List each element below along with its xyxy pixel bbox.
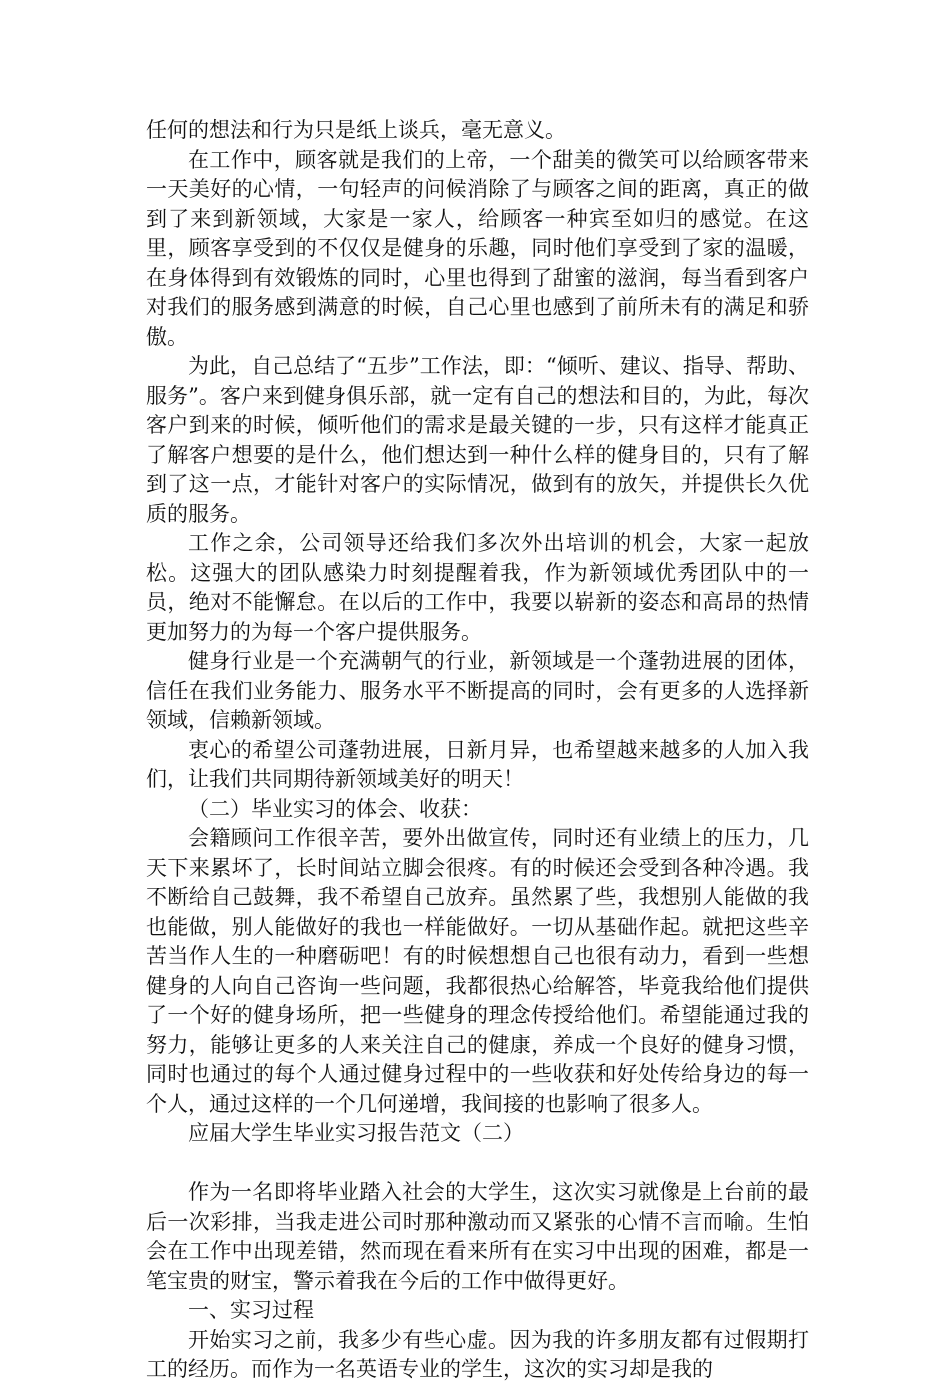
paragraph-training: 工作之余，公司领导还给我们多次外出培训的机会，大家一起放松。这强大的团队感染力时刻提醒着我，作为新领域优秀团队中的一员，绝对不能懈怠。在以后的工作中，我要以崭新的姿态和高昂的热情更加努力的为每一个客户提供服务。 [146, 531, 809, 644]
paragraph-customer-service: 在工作中，顾客就是我们的上帝，一个甜美的微笑可以给顾客带来一天美好的心情，一句轻声的问候消除了与顾客之间的距离，真正的做到了来到新领域，大家是一家人，给顾客一种宾至如归的感觉。在这里，顾客享受到的不仅仅是健身的乐趣，同时他们享受到了家的温暖，在身体得到有效锻炼的同时，心里也得到了甜蜜的滋润，每当看到客户对我们的服务感到满意的时候，自己心里也感到了前所未有的满足和骄傲。 [146, 147, 809, 349]
paragraph-before-internship: 开始实习之前，我多少有些心虚。因为我的许多朋友都有过假期打工的经历。而作为一名英语专业的学生，这次的实习却是我的 [146, 1327, 809, 1381]
paragraph-graduate-intro: 作为一名即将毕业踏入社会的大学生，这次实习就像是上台前的最后一次彩排，当我走进公司时那种激动而又紧张的心情不言而喻。生怕会在工作中出现差错，然而现在看来所有在实习中出现的困难，都是一笔宝贵的财宝，警示着我在今后的工作中做得更好。 [146, 1180, 809, 1293]
document-subtitle: 应届大学生毕业实习报告范文（二） [188, 1121, 524, 1145]
section-heading-experience: （二）毕业实习的体会、收获： [188, 796, 482, 821]
paragraph-industry: 健身行业是一个充满朝气的行业，新领域是一个蓬勃进展的团体，信任在我们业务能力、服务水平不断提高的同时，会有更多的人选择新领域，信赖新领域。 [146, 649, 809, 732]
paragraph-wishes: 衷心的希望公司蓬勃进展，日新月异，也希望越来越多的人加入我们，让我们共同期待新领域美好的明天！ [146, 737, 809, 791]
paragraph-membership-consultant: 会籍顾问工作很辛苦，要外出做宣传，同时还有业绩上的压力，几天下来累坏了，长时间站立脚会很疼。有的时候还会受到各种冷遇。我不断给自己鼓舞，我不希望自己放弃。虽然累了些，我想别人能做的我也能做，别人能做好的我也一样能做好。一切从基础作起。就把这些辛苦当作人生的一种磨砺吧！有的时候想想自己也很有动力，看到一些想健身的人向自己咨询一些问题，我都很热心给解答，毕竟我给他们提供了一个好的健身场所，把一些健身的理念传授给他们。希望能通过我的努力，能够让更多的人来关注自己的健康，养成一个良好的健身习惯，同时也通过的每个人通过健身过程中的一些收获和好处传给身边的每一个人，通过这样的一个几何递增，我间接的也影响了很多人。 [146, 826, 809, 1116]
paragraph-five-steps: 为此，自己总结了“五步”工作法，即：“倾听、建议、指导、帮助、服务”。客户来到健身俱乐部，就一定有自己的想法和目的，为此，每次客户到来的时候，倾听他们的需求是最关键的一步，只有这样才能真正了解客户想要的是什么，他们想达到一种什么样的健身目的，只有了解到了这一点，才能针对客户的实际情况，做到有的放矢，并提供长久优质的服务。 [146, 354, 809, 526]
paragraph-intro-tail: 任何的想法和行为只是纸上谈兵，毫无意义。 [146, 118, 566, 142]
document-page [146, 116, 809, 1385]
blank-line [146, 1149, 809, 1179]
section-heading-process: 一、实习过程 [188, 1298, 314, 1322]
